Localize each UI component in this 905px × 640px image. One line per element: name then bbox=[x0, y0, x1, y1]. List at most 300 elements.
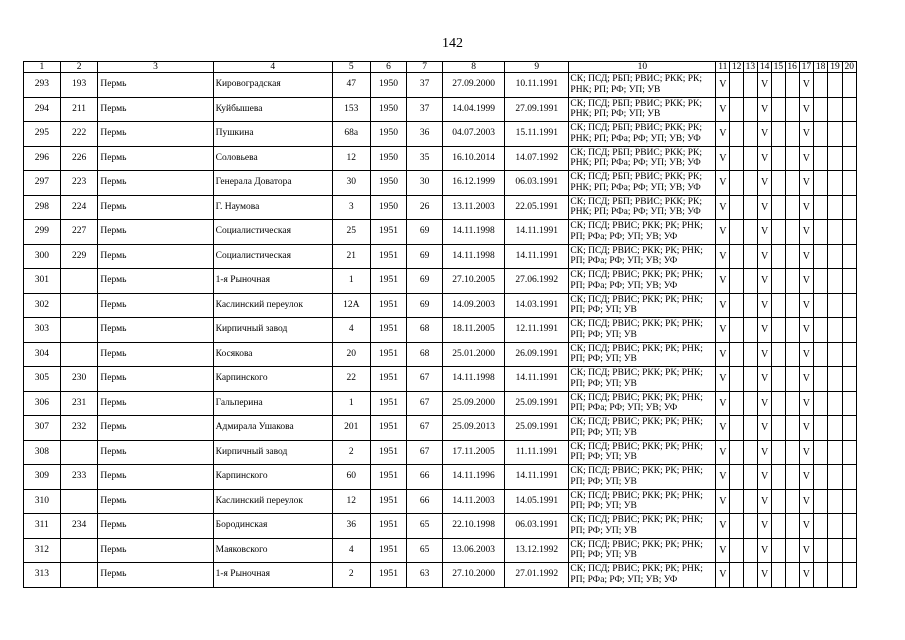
cell-col-15 bbox=[772, 195, 785, 220]
cell-col-1: 304 bbox=[24, 342, 61, 367]
cell-col-19 bbox=[828, 146, 842, 171]
table-row bbox=[24, 538, 857, 563]
cell-col-8: 13.06.2003 bbox=[443, 538, 505, 563]
cell-col-8: 04.07.2003 bbox=[443, 122, 505, 147]
cell-col-3: Пермь bbox=[98, 391, 213, 416]
cell-col-13 bbox=[743, 146, 757, 171]
cell-col-12 bbox=[730, 97, 743, 122]
cell-col-14: V bbox=[758, 538, 772, 563]
cell-col-4: Кирпичный завод bbox=[213, 440, 332, 465]
cell-col-19 bbox=[828, 195, 842, 220]
cell-col-8: 18.11.2005 bbox=[443, 318, 505, 343]
cell-col-13 bbox=[743, 465, 757, 490]
register-table bbox=[23, 61, 857, 588]
cell-col-1: 311 bbox=[24, 514, 61, 539]
table-row bbox=[24, 440, 857, 465]
cell-col-15 bbox=[772, 367, 785, 392]
cell-col-15 bbox=[772, 122, 785, 147]
cell-col-12 bbox=[730, 195, 743, 220]
cell-col-8: 25.09.2000 bbox=[443, 391, 505, 416]
column-header-9: 9 bbox=[505, 62, 569, 73]
cell-col-15 bbox=[772, 269, 785, 294]
cell-col-16 bbox=[785, 220, 799, 245]
column-header-12: 12 bbox=[731, 61, 742, 72]
cell-col-16 bbox=[785, 195, 799, 220]
cell-col-12 bbox=[730, 465, 743, 490]
cell-col-16 bbox=[785, 171, 799, 196]
table-row bbox=[24, 489, 857, 514]
cell-col-18 bbox=[814, 514, 828, 539]
cell-col-2 bbox=[60, 318, 98, 343]
cell-col-13 bbox=[743, 195, 757, 220]
cell-col-14: V bbox=[758, 440, 772, 465]
cell-col-2 bbox=[60, 269, 98, 294]
table-row bbox=[24, 220, 857, 245]
cell-col-17: V bbox=[799, 171, 813, 196]
cell-col-1: 297 bbox=[24, 171, 61, 196]
column-header-4: 4 bbox=[213, 62, 332, 73]
cell-col-18 bbox=[814, 244, 828, 269]
cell-col-2 bbox=[60, 538, 98, 563]
cell-col-16 bbox=[785, 269, 799, 294]
cell-col-8: 16.12.1999 bbox=[443, 171, 505, 196]
cell-col-5: 4 bbox=[332, 318, 370, 343]
table-row bbox=[24, 391, 857, 416]
cell-col-2: 222 bbox=[60, 122, 98, 147]
cell-col-6: 1951 bbox=[370, 538, 407, 563]
cell-col-10: СК; ПСД; РВИС; РКК; РК; РНК; РП; РФ; УП; УВ bbox=[569, 489, 716, 514]
cell-col-5: 30 bbox=[332, 171, 370, 196]
cell-col-20 bbox=[842, 244, 856, 269]
cell-col-12 bbox=[730, 391, 743, 416]
cell-col-14: V bbox=[758, 367, 772, 392]
cell-col-19 bbox=[828, 563, 842, 588]
cell-col-20 bbox=[842, 318, 856, 343]
table-row bbox=[24, 244, 857, 269]
cell-col-4: Адмирала Ушакова bbox=[213, 416, 332, 441]
cell-col-7: 63 bbox=[407, 563, 443, 588]
cell-col-13 bbox=[743, 171, 757, 196]
cell-col-2: 227 bbox=[60, 220, 98, 245]
cell-col-16 bbox=[785, 146, 799, 171]
cell-col-7: 67 bbox=[407, 391, 443, 416]
cell-col-14: V bbox=[758, 220, 772, 245]
cell-col-17: V bbox=[799, 440, 813, 465]
cell-col-2: 223 bbox=[60, 171, 98, 196]
cell-col-2 bbox=[60, 489, 98, 514]
cell-col-3: Пермь bbox=[98, 440, 213, 465]
cell-col-19 bbox=[828, 122, 842, 147]
cell-col-15 bbox=[772, 538, 785, 563]
cell-col-13 bbox=[743, 416, 757, 441]
cell-col-12 bbox=[730, 318, 743, 343]
cell-col-7: 69 bbox=[407, 293, 443, 318]
cell-col-11: V bbox=[716, 416, 730, 441]
cell-col-20 bbox=[842, 489, 856, 514]
cell-col-11: V bbox=[716, 122, 730, 147]
cell-col-5: 21 bbox=[332, 244, 370, 269]
cell-col-18 bbox=[814, 293, 828, 318]
cell-col-6: 1951 bbox=[370, 269, 407, 294]
cell-col-10: СК; ПСД; РВИС; РКК; РК; РНК; РП; РФ; УП; УВ bbox=[569, 318, 716, 343]
cell-col-15 bbox=[772, 244, 785, 269]
cell-col-17: V bbox=[799, 146, 813, 171]
cell-col-14: V bbox=[758, 293, 772, 318]
cell-col-10: СК; ПСД; РБП; РВИС; РКК; РК; РНК; РП; РФ; УП; УВ bbox=[569, 97, 716, 122]
column-header-11: 11 bbox=[716, 62, 730, 73]
table-row bbox=[24, 146, 857, 171]
cell-col-6: 1950 bbox=[370, 97, 407, 122]
cell-col-18 bbox=[814, 269, 828, 294]
cell-col-11: V bbox=[716, 269, 730, 294]
cell-col-10: СК; ПСД; РВИС; РКК; РК; РНК; РП; РФа; РФ; УП; УВ; УФ bbox=[569, 563, 716, 588]
cell-col-16 bbox=[785, 465, 799, 490]
cell-col-10: СК; ПСД; РВИС; РКК; РК; РНК; РП; РФа; РФ; УП; УВ; УФ bbox=[569, 269, 716, 294]
cell-col-9: 12.11.1991 bbox=[505, 318, 569, 343]
cell-col-15 bbox=[772, 465, 785, 490]
cell-col-2: 226 bbox=[60, 146, 98, 171]
column-header-20: 20 bbox=[842, 62, 856, 73]
cell-col-3: Пермь bbox=[98, 122, 213, 147]
cell-col-9: 11.11.1991 bbox=[505, 440, 569, 465]
cell-col-18 bbox=[814, 171, 828, 196]
cell-col-4: 1-я Рыночная bbox=[213, 563, 332, 588]
cell-col-4: Бородинская bbox=[213, 514, 332, 539]
cell-col-4: Каслинский переулок bbox=[213, 293, 332, 318]
column-header-16: 16 bbox=[785, 62, 799, 73]
cell-col-13 bbox=[743, 342, 757, 367]
cell-col-3: Пермь bbox=[98, 269, 213, 294]
cell-col-13 bbox=[743, 391, 757, 416]
cell-col-15 bbox=[772, 220, 785, 245]
cell-col-2: 233 bbox=[60, 465, 98, 490]
cell-col-5: 20 bbox=[332, 342, 370, 367]
cell-col-20 bbox=[842, 563, 856, 588]
cell-col-10: СК; ПСД; РВИС; РКК; РК; РНК; РП; РФ; УП; УВ bbox=[569, 465, 716, 490]
cell-col-7: 68 bbox=[407, 342, 443, 367]
table-row bbox=[24, 195, 857, 220]
table-row bbox=[24, 416, 857, 441]
cell-col-7: 66 bbox=[407, 489, 443, 514]
cell-col-12 bbox=[730, 563, 743, 588]
cell-col-16 bbox=[785, 73, 799, 98]
cell-col-12 bbox=[730, 416, 743, 441]
cell-col-6: 1951 bbox=[370, 489, 407, 514]
cell-col-3: Пермь bbox=[98, 489, 213, 514]
cell-col-7: 69 bbox=[407, 244, 443, 269]
cell-col-17: V bbox=[799, 416, 813, 441]
cell-col-5: 4 bbox=[332, 538, 370, 563]
cell-col-13 bbox=[743, 440, 757, 465]
cell-col-1: 306 bbox=[24, 391, 61, 416]
cell-col-8: 14.11.1998 bbox=[443, 244, 505, 269]
cell-col-11: V bbox=[716, 244, 730, 269]
cell-col-20 bbox=[842, 538, 856, 563]
cell-col-6: 1951 bbox=[370, 318, 407, 343]
cell-col-12 bbox=[730, 269, 743, 294]
cell-col-3: Пермь bbox=[98, 465, 213, 490]
cell-col-3: Пермь bbox=[98, 416, 213, 441]
cell-col-16 bbox=[785, 563, 799, 588]
cell-col-13 bbox=[743, 489, 757, 514]
cell-col-17: V bbox=[799, 269, 813, 294]
cell-col-3: Пермь bbox=[98, 220, 213, 245]
cell-col-15 bbox=[772, 293, 785, 318]
cell-col-16 bbox=[785, 489, 799, 514]
cell-col-11: V bbox=[716, 73, 730, 98]
column-header-13: 13 bbox=[743, 62, 757, 73]
cell-col-11: V bbox=[716, 391, 730, 416]
cell-col-11: V bbox=[716, 440, 730, 465]
cell-col-10: СК; ПСД; РВИС; РКК; РК; РНК; РП; РФа; РФ; УП; УВ; УФ bbox=[569, 391, 716, 416]
cell-col-8: 14.11.2003 bbox=[443, 489, 505, 514]
header-row bbox=[24, 62, 857, 73]
cell-col-2: 224 bbox=[60, 195, 98, 220]
cell-col-11: V bbox=[716, 195, 730, 220]
column-header-17: 17 bbox=[799, 62, 813, 73]
cell-col-18 bbox=[814, 97, 828, 122]
cell-col-9: 14.07.1992 bbox=[505, 146, 569, 171]
cell-col-18 bbox=[814, 440, 828, 465]
cell-col-19 bbox=[828, 244, 842, 269]
column-header-1: 1 bbox=[24, 62, 61, 73]
cell-col-5: 36 bbox=[332, 514, 370, 539]
cell-col-18 bbox=[814, 342, 828, 367]
cell-col-1: 298 bbox=[24, 195, 61, 220]
cell-col-2 bbox=[60, 440, 98, 465]
cell-col-11: V bbox=[716, 538, 730, 563]
cell-col-15 bbox=[772, 342, 785, 367]
cell-col-11: V bbox=[716, 97, 730, 122]
cell-col-10: СК; ПСД; РБП; РВИС; РКК; РК; РНК; РП; РФа; РФ; УП; УВ; УФ bbox=[569, 122, 716, 147]
cell-col-14: V bbox=[758, 244, 772, 269]
cell-col-11: V bbox=[716, 220, 730, 245]
cell-col-18 bbox=[814, 416, 828, 441]
cell-col-15 bbox=[772, 416, 785, 441]
cell-col-6: 1951 bbox=[370, 391, 407, 416]
cell-col-18 bbox=[814, 465, 828, 490]
cell-col-1: 294 bbox=[24, 97, 61, 122]
cell-col-14: V bbox=[758, 318, 772, 343]
cell-col-9: 14.11.1991 bbox=[505, 367, 569, 392]
cell-col-3: Пермь bbox=[98, 563, 213, 588]
cell-col-10: СК; ПСД; РВИС; РКК; РК; РНК; РП; РФа; РФ; УП; УВ; УФ bbox=[569, 244, 716, 269]
cell-col-19 bbox=[828, 73, 842, 98]
cell-col-17: V bbox=[799, 465, 813, 490]
cell-col-1: 300 bbox=[24, 244, 61, 269]
column-header-2: 2 bbox=[60, 62, 98, 73]
cell-col-9: 25.09.1991 bbox=[505, 391, 569, 416]
cell-col-1: 309 bbox=[24, 465, 61, 490]
cell-col-14: V bbox=[758, 514, 772, 539]
cell-col-5: 47 bbox=[332, 73, 370, 98]
cell-col-20 bbox=[842, 514, 856, 539]
table-row bbox=[24, 97, 857, 122]
cell-col-12 bbox=[730, 244, 743, 269]
cell-col-5: 25 bbox=[332, 220, 370, 245]
cell-col-20 bbox=[842, 416, 856, 441]
cell-col-13 bbox=[743, 293, 757, 318]
cell-col-3: Пермь bbox=[98, 195, 213, 220]
cell-col-12 bbox=[730, 440, 743, 465]
cell-col-15 bbox=[772, 73, 785, 98]
cell-col-6: 1950 bbox=[370, 73, 407, 98]
cell-col-4: Карпинского bbox=[213, 465, 332, 490]
cell-col-9: 10.11.1991 bbox=[505, 73, 569, 98]
cell-col-3: Пермь bbox=[98, 514, 213, 539]
cell-col-12 bbox=[730, 122, 743, 147]
cell-col-17: V bbox=[799, 73, 813, 98]
cell-col-8: 27.10.2005 bbox=[443, 269, 505, 294]
cell-col-8: 14.04.1999 bbox=[443, 97, 505, 122]
cell-col-9: 27.09.1991 bbox=[505, 97, 569, 122]
cell-col-16 bbox=[785, 514, 799, 539]
cell-col-8: 14.11.1996 bbox=[443, 465, 505, 490]
cell-col-13 bbox=[743, 563, 757, 588]
page-number: 142 bbox=[442, 36, 463, 51]
cell-col-9: 27.06.1992 bbox=[505, 269, 569, 294]
cell-col-19 bbox=[828, 342, 842, 367]
cell-col-17: V bbox=[799, 97, 813, 122]
cell-col-12 bbox=[730, 220, 743, 245]
cell-col-19 bbox=[828, 97, 842, 122]
cell-col-17: V bbox=[799, 318, 813, 343]
cell-col-18 bbox=[814, 122, 828, 147]
cell-col-1: 301 bbox=[24, 269, 61, 294]
table-row bbox=[24, 514, 857, 539]
cell-col-15 bbox=[772, 146, 785, 171]
cell-col-3: Пермь bbox=[98, 293, 213, 318]
table-body bbox=[24, 73, 857, 588]
cell-col-20 bbox=[842, 195, 856, 220]
cell-col-3: Пермь bbox=[98, 146, 213, 171]
cell-col-18 bbox=[814, 146, 828, 171]
column-header-19: 19 bbox=[828, 62, 842, 73]
cell-col-13 bbox=[743, 367, 757, 392]
table-row bbox=[24, 293, 857, 318]
cell-col-10: СК; ПСД; РВИС; РКК; РК; РНК; РП; РФа; РФ; УП; УВ; УФ bbox=[569, 220, 716, 245]
cell-col-7: 30 bbox=[407, 171, 443, 196]
cell-col-1: 293 bbox=[24, 73, 61, 98]
cell-col-9: 26.09.1991 bbox=[505, 342, 569, 367]
cell-col-8: 14.11.1998 bbox=[443, 220, 505, 245]
cell-col-20 bbox=[842, 146, 856, 171]
cell-col-1: 303 bbox=[24, 318, 61, 343]
cell-col-11: V bbox=[716, 171, 730, 196]
cell-col-13 bbox=[743, 538, 757, 563]
cell-col-7: 65 bbox=[407, 514, 443, 539]
cell-col-4: Г. Наумова bbox=[213, 195, 332, 220]
cell-col-13 bbox=[743, 220, 757, 245]
cell-col-8: 14.11.1998 bbox=[443, 367, 505, 392]
cell-col-4: Кировоградская bbox=[213, 73, 332, 98]
cell-col-1: 310 bbox=[24, 489, 61, 514]
cell-col-17: V bbox=[799, 195, 813, 220]
cell-col-9: 06.03.1991 bbox=[505, 514, 569, 539]
cell-col-16 bbox=[785, 342, 799, 367]
cell-col-6: 1951 bbox=[370, 220, 407, 245]
cell-col-4: Кирпичный завод bbox=[213, 318, 332, 343]
cell-col-2: 231 bbox=[60, 391, 98, 416]
cell-col-2: 229 bbox=[60, 244, 98, 269]
cell-col-17: V bbox=[799, 563, 813, 588]
table-row bbox=[24, 269, 857, 294]
cell-col-20 bbox=[842, 97, 856, 122]
cell-col-13 bbox=[743, 97, 757, 122]
cell-col-14: V bbox=[758, 122, 772, 147]
cell-col-7: 65 bbox=[407, 538, 443, 563]
cell-col-18 bbox=[814, 73, 828, 98]
cell-col-7: 26 bbox=[407, 195, 443, 220]
cell-col-8: 16.10.2014 bbox=[443, 146, 505, 171]
cell-col-6: 1951 bbox=[370, 293, 407, 318]
cell-col-6: 1950 bbox=[370, 122, 407, 147]
cell-col-1: 313 bbox=[24, 563, 61, 588]
cell-col-11: V bbox=[716, 563, 730, 588]
cell-col-7: 37 bbox=[407, 97, 443, 122]
cell-col-4: Социалистическая bbox=[213, 220, 332, 245]
cell-col-4: Пушкина bbox=[213, 122, 332, 147]
cell-col-5: 1 bbox=[332, 391, 370, 416]
cell-col-15 bbox=[772, 514, 785, 539]
cell-col-17: V bbox=[799, 367, 813, 392]
cell-col-13 bbox=[743, 73, 757, 98]
cell-col-2: 211 bbox=[60, 97, 98, 122]
cell-col-15 bbox=[772, 97, 785, 122]
cell-col-8: 27.10.2000 bbox=[443, 563, 505, 588]
cell-col-4: Гальперина bbox=[213, 391, 332, 416]
cell-col-8: 22.10.1998 bbox=[443, 514, 505, 539]
cell-col-8: 14.09.2003 bbox=[443, 293, 505, 318]
cell-col-5: 12 bbox=[332, 146, 370, 171]
cell-col-18 bbox=[814, 489, 828, 514]
cell-col-20 bbox=[842, 73, 856, 98]
cell-col-12 bbox=[730, 171, 743, 196]
cell-col-3: Пермь bbox=[98, 171, 213, 196]
cell-col-12 bbox=[730, 514, 743, 539]
cell-col-7: 36 bbox=[407, 122, 443, 147]
cell-col-9: 15.11.1991 bbox=[505, 122, 569, 147]
cell-col-5: 60 bbox=[332, 465, 370, 490]
cell-col-4: Куйбышева bbox=[213, 97, 332, 122]
cell-col-1: 295 bbox=[24, 122, 61, 147]
cell-col-19 bbox=[828, 269, 842, 294]
table-row bbox=[24, 171, 857, 196]
cell-col-13 bbox=[743, 514, 757, 539]
table-row bbox=[24, 465, 857, 490]
cell-col-17: V bbox=[799, 342, 813, 367]
cell-col-19 bbox=[828, 391, 842, 416]
cell-col-15 bbox=[772, 489, 785, 514]
cell-col-7: 35 bbox=[407, 146, 443, 171]
cell-col-11: V bbox=[716, 489, 730, 514]
cell-col-15 bbox=[772, 440, 785, 465]
cell-col-3: Пермь bbox=[98, 318, 213, 343]
cell-col-12 bbox=[730, 342, 743, 367]
cell-col-17: V bbox=[799, 514, 813, 539]
cell-col-20 bbox=[842, 391, 856, 416]
cell-col-6: 1951 bbox=[370, 440, 407, 465]
cell-col-4: Карпинского bbox=[213, 367, 332, 392]
cell-col-15 bbox=[772, 171, 785, 196]
cell-col-19 bbox=[828, 367, 842, 392]
cell-col-7: 67 bbox=[407, 367, 443, 392]
cell-col-6: 1951 bbox=[370, 465, 407, 490]
cell-col-1: 307 bbox=[24, 416, 61, 441]
cell-col-20 bbox=[842, 269, 856, 294]
cell-col-11: V bbox=[716, 514, 730, 539]
cell-col-19 bbox=[828, 489, 842, 514]
